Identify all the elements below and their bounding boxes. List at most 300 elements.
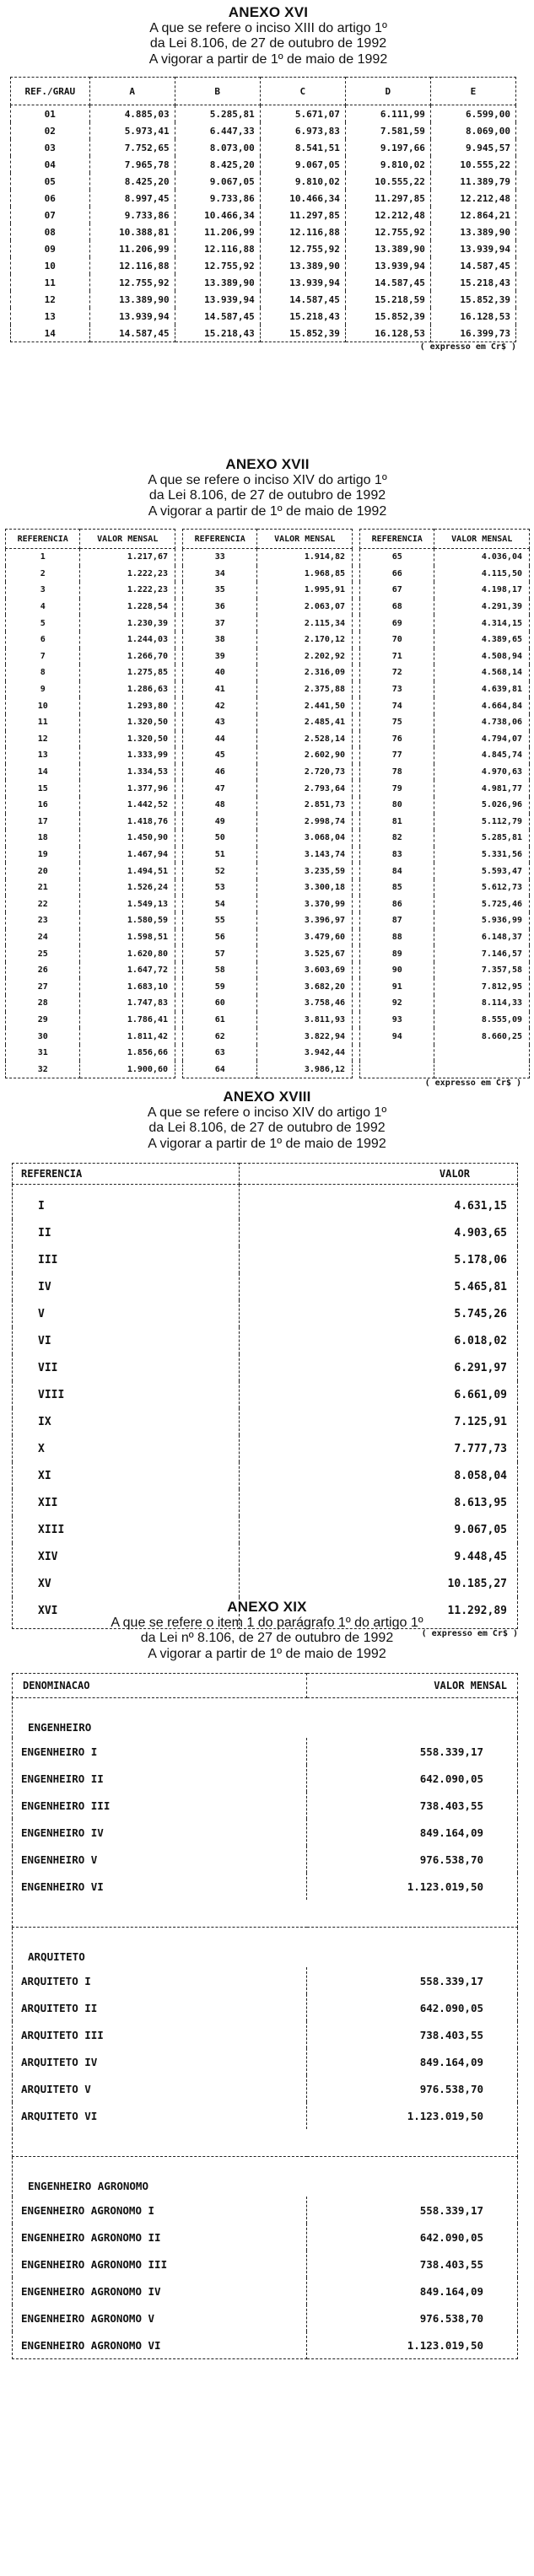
table-row — [360, 731, 530, 748]
anexo-xvii-table-col3 — [359, 529, 530, 1078]
ref-cell: 8 — [6, 664, 80, 681]
value-cell: 1.320,50 — [80, 731, 175, 748]
ref-header: REFERENCIA — [13, 1164, 240, 1185]
ref-cell: 6 — [6, 632, 80, 648]
ref-cell: 72 — [360, 664, 434, 681]
table-row — [11, 207, 516, 223]
table-row — [6, 1012, 175, 1029]
table-row — [183, 582, 353, 599]
value-cell: 1.900,60 — [80, 1061, 175, 1078]
table-row — [11, 257, 516, 274]
table-row — [6, 615, 175, 632]
ref-cell: 58 — [183, 962, 257, 979]
denomination-cell: ARQUITETO I — [13, 1967, 307, 1994]
denomination-cell: ARQUITETO II — [13, 1994, 307, 2021]
anexo-xvii-table-col1 — [5, 529, 175, 1078]
table-row — [183, 863, 353, 879]
value-cell: 10.466,34 — [175, 207, 260, 223]
value-cell: 4.198,17 — [434, 582, 530, 599]
table-row — [6, 962, 175, 979]
value-cell: 11.292,89 — [240, 1597, 518, 1629]
ref-cell: 80 — [360, 797, 434, 814]
table-row — [183, 847, 353, 863]
ref-cell: 18 — [6, 830, 80, 847]
value-cell: 4.291,39 — [434, 599, 530, 616]
table-row — [13, 2251, 518, 2278]
table-row — [360, 830, 530, 847]
table-row — [360, 978, 530, 995]
ref-cell: 36 — [183, 599, 257, 616]
roman-ref-cell: IV — [13, 1273, 240, 1300]
ref-cell: 14 — [11, 325, 90, 342]
anexo-xvi-subtitle-2: da Lei 8.106, de 27 de outubro de 1992 — [149, 36, 387, 51]
table-row — [183, 945, 353, 962]
grade-header: A — [89, 78, 175, 105]
value-cell: 1.275,85 — [80, 664, 175, 681]
table-row — [183, 895, 353, 912]
value-cell: 9.067,05 — [175, 173, 260, 190]
table-row — [183, 714, 353, 731]
anexo-xvii-currency-note: ( expresso em Cr$ ) — [424, 1078, 521, 1088]
denomination-header: DENOMINACAO — [13, 1674, 307, 1698]
value-cell: 1.467,94 — [80, 847, 175, 863]
table-row — [11, 156, 516, 173]
table-row — [6, 731, 175, 748]
grade-header: C — [260, 78, 345, 105]
value-cell: 2.115,34 — [257, 615, 353, 632]
denomination-cell: ARQUITETO VI — [13, 2102, 307, 2129]
table-row — [13, 1994, 518, 2021]
separator-cell — [13, 1900, 518, 1928]
table-row — [13, 2304, 518, 2331]
value-cell: 3.300,18 — [257, 879, 353, 896]
table-row — [11, 325, 516, 342]
value-cell: 15.218,43 — [175, 325, 260, 342]
table-row — [183, 664, 353, 681]
value-cell: 7.965,78 — [89, 156, 175, 173]
table-row — [360, 599, 530, 616]
table-row — [13, 1246, 518, 1273]
ref-cell: 05 — [11, 173, 90, 190]
table-row — [13, 1408, 518, 1435]
table-row — [13, 1846, 518, 1873]
ref-cell: 2 — [6, 566, 80, 583]
value-cell: 976.538,70 — [307, 2304, 518, 2331]
denomination-cell: ENGENHEIRO AGRONOMO II — [13, 2224, 307, 2251]
group-name: ENGENHEIRO AGRONOMO — [13, 2157, 518, 2197]
value-header: VALOR — [240, 1164, 518, 1185]
table-row — [11, 274, 516, 291]
roman-ref-cell: XIV — [13, 1543, 240, 1570]
table-row — [13, 1543, 518, 1570]
value-cell: 5.593,47 — [434, 863, 530, 879]
ref-cell: 10 — [6, 697, 80, 714]
anexo-xvi-subtitle-1: A que se refere o inciso XIII do artigo 1º — [149, 21, 387, 35]
table-row — [360, 1028, 530, 1045]
value-cell: 14.587,45 — [89, 325, 175, 342]
value-cell: 13.389,90 — [345, 240, 430, 257]
ref-cell: 73 — [360, 681, 434, 698]
value-cell: 849.164,09 — [307, 2048, 518, 2075]
roman-ref-cell: VIII — [13, 1381, 240, 1408]
value-cell: 2.602,90 — [257, 747, 353, 764]
ref-cell: 48 — [183, 797, 257, 814]
value-cell: 13.939,94 — [430, 240, 515, 257]
value-cell: 6.973,83 — [260, 122, 345, 139]
ref-cell: 14 — [6, 764, 80, 781]
table-row — [6, 681, 175, 698]
table-row — [183, 747, 353, 764]
denomination-cell: ENGENHEIRO AGRONOMO III — [13, 2251, 307, 2278]
ref-cell: 54 — [183, 895, 257, 912]
table-row — [183, 780, 353, 797]
value-cell: 9.810,02 — [260, 173, 345, 190]
value-cell: 12.116,88 — [175, 240, 260, 257]
anexo-xviii-title: ANEXO XVIII — [223, 1089, 311, 1105]
value-cell: 4.981,77 — [434, 780, 530, 797]
table-row — [360, 1012, 530, 1029]
value-cell: 2.316,09 — [257, 664, 353, 681]
value-cell: 8.997,45 — [89, 190, 175, 207]
ref-cell: 38 — [183, 632, 257, 648]
ref-cell: 02 — [11, 122, 90, 139]
value-cell: 1.334,53 — [80, 764, 175, 781]
table-row — [360, 615, 530, 632]
table-row — [360, 863, 530, 879]
denomination-cell: ENGENHEIRO IV — [13, 1819, 307, 1846]
denomination-cell: ENGENHEIRO II — [13, 1765, 307, 1792]
value-cell: 9.733,86 — [175, 190, 260, 207]
anexo-xvii-title: ANEXO XVII — [225, 456, 310, 472]
value-cell: 2.851,73 — [257, 797, 353, 814]
value-cell: 8.114,33 — [434, 995, 530, 1012]
value-cell: 13.939,94 — [89, 308, 175, 325]
ref-cell: 86 — [360, 895, 434, 912]
value-cell: 11.389,79 — [430, 173, 515, 190]
table-row — [183, 797, 353, 814]
value-cell: 8.425,20 — [175, 156, 260, 173]
anexo-xvi-currency-note: ( expresso em Cr$ ) — [419, 342, 516, 352]
value-cell: 3.682,20 — [257, 978, 353, 995]
value-cell: 6.018,02 — [240, 1327, 518, 1354]
value-cell: 558.339,17 — [307, 1738, 518, 1765]
ref-cell: 03 — [11, 139, 90, 156]
table-row — [360, 714, 530, 731]
value-header: VALOR MENSAL — [80, 530, 175, 549]
value-cell: 9.810,02 — [345, 156, 430, 173]
ref-cell: 04 — [11, 156, 90, 173]
value-cell: 8.660,25 — [434, 1028, 530, 1045]
value-cell: 4.568,14 — [434, 664, 530, 681]
anexo-xviii-section — [7, 1088, 527, 1638]
ref-cell: 70 — [360, 632, 434, 648]
roman-ref-cell: II — [13, 1219, 240, 1246]
table-row — [360, 929, 530, 946]
table-row — [6, 1028, 175, 1045]
ref-cell: 11 — [6, 714, 80, 731]
ref-cell: 55 — [183, 912, 257, 929]
ref-cell: 51 — [183, 847, 257, 863]
table-row — [11, 223, 516, 240]
value-cell: 6.599,00 — [430, 105, 515, 123]
value-cell: 12.116,88 — [89, 257, 175, 274]
value-cell: 4.738,06 — [434, 714, 530, 731]
value-cell: 12.212,48 — [430, 190, 515, 207]
value-cell: 1.598,51 — [80, 929, 175, 946]
value-cell: 10.466,34 — [260, 190, 345, 207]
table-row — [6, 978, 175, 995]
value-cell: 1.968,85 — [257, 566, 353, 583]
table-row — [13, 1738, 518, 1765]
anexo-xvii-subtitle-2: da Lei 8.106, de 27 de outubro de 1992 — [148, 488, 386, 503]
anexo-xix-effective-date: A vigorar a partir de 1º de maio de 1992 — [148, 1647, 386, 1661]
table-row — [13, 1435, 518, 1462]
table-row — [11, 122, 516, 139]
value-cell: 9.945,57 — [430, 139, 515, 156]
value-cell: 5.612,73 — [434, 879, 530, 896]
value-cell: 2.485,41 — [257, 714, 353, 731]
value-cell: 1.377,96 — [80, 780, 175, 797]
ref-cell: 17 — [6, 814, 80, 831]
table-row — [6, 995, 175, 1012]
anexo-xix-subtitle-1: A que se refere o item 1 do parágrafo 1º do artigo 1º — [111, 1616, 423, 1630]
ref-cell: 63 — [183, 1045, 257, 1062]
ref-cell: 06 — [11, 190, 90, 207]
value-cell: 4.664,84 — [434, 697, 530, 714]
ref-cell: 9 — [6, 681, 80, 698]
table-row — [360, 697, 530, 714]
anexo-xvii-table-col2 — [182, 529, 353, 1078]
value-cell: 1.123.019,50 — [307, 2331, 518, 2359]
table-row — [183, 615, 353, 632]
group-name: ENGENHEIRO — [13, 1698, 518, 1739]
value-cell: 6.111,99 — [345, 105, 430, 123]
value-cell: 9.067,05 — [240, 1516, 518, 1543]
table-row — [360, 566, 530, 583]
table-row — [360, 995, 530, 1012]
ref-header: REFERENCIA — [183, 530, 257, 549]
value-cell: 5.285,81 — [434, 830, 530, 847]
table-row — [360, 962, 530, 979]
denomination-cell: ARQUITETO III — [13, 2021, 307, 2048]
empty-cell — [434, 1061, 530, 1078]
table-row — [13, 1792, 518, 1819]
value-cell: 15.218,43 — [260, 308, 345, 325]
ref-cell: 11 — [11, 274, 90, 291]
value-cell: 12.755,92 — [260, 240, 345, 257]
ref-cell: 4 — [6, 599, 80, 616]
ref-cell: 30 — [6, 1028, 80, 1045]
ref-cell: 45 — [183, 747, 257, 764]
ref-cell: 49 — [183, 814, 257, 831]
ref-cell: 5 — [6, 615, 80, 632]
ref-cell: 22 — [6, 895, 80, 912]
ref-cell: 19 — [6, 847, 80, 863]
table-row — [6, 945, 175, 962]
table-row — [13, 2331, 518, 2359]
ref-cell: 35 — [183, 582, 257, 599]
value-cell: 13.939,94 — [175, 291, 260, 308]
value-cell: 3.758,46 — [257, 995, 353, 1012]
value-cell: 4.314,15 — [434, 615, 530, 632]
value-cell: 3.370,99 — [257, 895, 353, 912]
denomination-cell: ENGENHEIRO AGRONOMO VI — [13, 2331, 307, 2359]
value-cell: 5.178,06 — [240, 1246, 518, 1273]
table-row — [6, 879, 175, 896]
value-cell: 1.580,59 — [80, 912, 175, 929]
value-cell: 1.683,10 — [80, 978, 175, 995]
ref-cell: 12 — [6, 731, 80, 748]
value-cell: 15.852,39 — [345, 308, 430, 325]
empty-cell — [360, 1045, 434, 1062]
ref-cell: 13 — [11, 308, 90, 325]
roman-ref-cell: XIII — [13, 1516, 240, 1543]
ref-cell: 68 — [360, 599, 434, 616]
table-row — [13, 1570, 518, 1597]
empty-cell — [360, 1061, 434, 1078]
value-cell: 11.206,99 — [175, 223, 260, 240]
value-cell: 4.389,65 — [434, 632, 530, 648]
table-row — [11, 190, 516, 207]
table-row — [13, 1967, 518, 1994]
value-cell: 5.331,56 — [434, 847, 530, 863]
value-cell: 8.613,95 — [240, 1489, 518, 1516]
table-row — [13, 1819, 518, 1846]
value-cell: 1.320,50 — [80, 714, 175, 731]
value-cell: 1.995,91 — [257, 582, 353, 599]
ref-cell: 12 — [11, 291, 90, 308]
ref-cell: 74 — [360, 697, 434, 714]
ref-cell: 44 — [183, 731, 257, 748]
value-cell: 9.197,66 — [345, 139, 430, 156]
ref-cell: 27 — [6, 978, 80, 995]
value-cell: 6.148,37 — [434, 929, 530, 946]
value-cell: 4.508,94 — [434, 648, 530, 665]
value-cell: 2.170,12 — [257, 632, 353, 648]
value-cell: 1.856,66 — [80, 1045, 175, 1062]
ref-cell: 65 — [360, 549, 434, 566]
value-cell: 4.115,50 — [434, 566, 530, 583]
value-cell: 3.479,60 — [257, 929, 353, 946]
ref-cell: 23 — [6, 912, 80, 929]
ref-cell: 32 — [6, 1061, 80, 1078]
value-cell: 2.720,73 — [257, 764, 353, 781]
table-row — [6, 895, 175, 912]
table-row — [11, 308, 516, 325]
table-row — [6, 929, 175, 946]
table-row — [6, 664, 175, 681]
anexo-xviii-subtitle-1: A que se refere o inciso XIV do artigo 1º — [147, 1105, 387, 1120]
value-cell: 14.587,45 — [430, 257, 515, 274]
ref-header: REFERENCIA — [6, 530, 80, 549]
grade-header: E — [430, 78, 515, 105]
roman-ref-cell: VI — [13, 1327, 240, 1354]
value-cell: 16.128,53 — [345, 325, 430, 342]
ref-cell: 28 — [6, 995, 80, 1012]
value-cell: 5.973,41 — [89, 122, 175, 139]
value-cell: 7.581,59 — [345, 122, 430, 139]
table-row — [183, 912, 353, 929]
ref-cell: 94 — [360, 1028, 434, 1045]
value-cell: 14.587,45 — [345, 274, 430, 291]
value-cell: 3.603,69 — [257, 962, 353, 979]
table-row — [183, 929, 353, 946]
ref-cell: 01 — [11, 105, 90, 123]
value-cell: 2.375,88 — [257, 681, 353, 698]
empty-cell — [434, 1045, 530, 1062]
value-cell: 4.885,03 — [89, 105, 175, 123]
roman-ref-cell: I — [13, 1185, 240, 1220]
ref-cell: 07 — [11, 207, 90, 223]
value-cell: 642.090,05 — [307, 2224, 518, 2251]
ref-cell: 76 — [360, 731, 434, 748]
ref-grau-header: REF./GRAU — [11, 78, 90, 105]
ref-cell: 16 — [6, 797, 80, 814]
ref-cell: 64 — [183, 1061, 257, 1078]
value-header: VALOR MENSAL — [257, 530, 353, 549]
value-cell: 11.297,85 — [345, 190, 430, 207]
value-cell: 4.639,81 — [434, 681, 530, 698]
value-cell: 2.202,92 — [257, 648, 353, 665]
table-row — [6, 566, 175, 583]
ref-cell: 66 — [360, 566, 434, 583]
table-row — [183, 1045, 353, 1062]
ref-cell: 15 — [6, 780, 80, 797]
table-row — [6, 863, 175, 879]
value-header: VALOR MENSAL — [307, 1674, 518, 1698]
table-row — [13, 1219, 518, 1246]
table-row — [13, 1354, 518, 1381]
table-row — [183, 879, 353, 896]
ref-cell: 75 — [360, 714, 434, 731]
table-row — [11, 240, 516, 257]
value-cell: 1.286,63 — [80, 681, 175, 698]
value-cell: 558.339,17 — [307, 1967, 518, 1994]
ref-cell: 56 — [183, 929, 257, 946]
table-row — [6, 549, 175, 566]
table-row — [183, 566, 353, 583]
table-row — [13, 1185, 518, 1220]
table-row — [6, 697, 175, 714]
anexo-xix-subtitle-2: da Lei nº 8.106, de 27 de outubro de 1992 — [140, 1631, 394, 1645]
value-cell: 1.266,70 — [80, 648, 175, 665]
ref-cell: 7 — [6, 648, 80, 665]
value-cell: 15.218,59 — [345, 291, 430, 308]
ref-cell: 83 — [360, 847, 434, 863]
value-cell: 4.794,07 — [434, 731, 530, 748]
table-row — [183, 978, 353, 995]
ref-cell: 1 — [6, 549, 80, 566]
value-cell: 14.587,45 — [260, 291, 345, 308]
ref-cell: 62 — [183, 1028, 257, 1045]
ref-cell: 57 — [183, 945, 257, 962]
value-cell: 3.942,44 — [257, 1045, 353, 1062]
value-cell: 6.447,33 — [175, 122, 260, 139]
table-row — [183, 962, 353, 979]
table-row — [13, 1327, 518, 1354]
value-cell: 3.811,93 — [257, 1012, 353, 1029]
ref-cell: 37 — [183, 615, 257, 632]
value-cell: 5.936,99 — [434, 912, 530, 929]
value-cell: 1.293,80 — [80, 697, 175, 714]
ref-cell: 77 — [360, 747, 434, 764]
ref-cell: 26 — [6, 962, 80, 979]
table-row — [11, 139, 516, 156]
ref-cell: 91 — [360, 978, 434, 995]
denomination-cell: ENGENHEIRO VI — [13, 1873, 307, 1900]
table-row — [13, 1462, 518, 1489]
value-cell: 1.222,23 — [80, 566, 175, 583]
